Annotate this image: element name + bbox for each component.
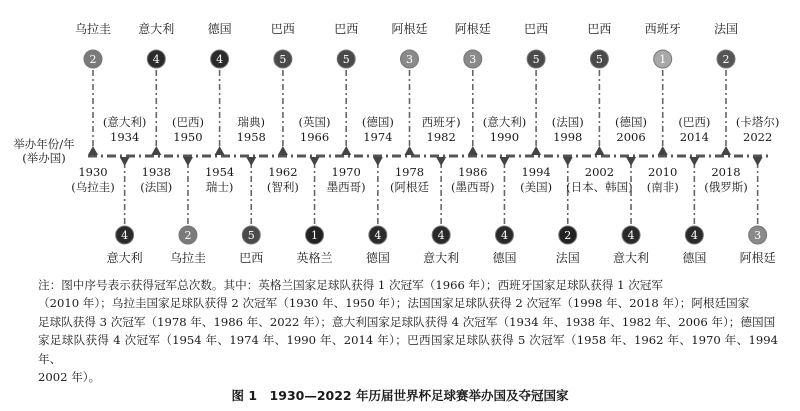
marker-up-icon: [468, 146, 478, 155]
edition-year: 1934: [110, 130, 140, 144]
edition-year: 1998: [553, 130, 583, 144]
marker-down-icon: [436, 157, 446, 166]
winner-name: 德国: [365, 251, 390, 265]
note-line: 足球队获得 3 次冠军（1978 年、1986 年、2022 年）；意大利国家足球队获得 4 次冠军（1934 年、1938 年、1982 年、2006 年）；德国国: [38, 314, 776, 329]
titles-count: 3: [406, 53, 413, 66]
edition-year: 2010: [648, 165, 678, 179]
winner-name: 乌拉圭: [169, 251, 206, 265]
note-line: 注：图中序号表示获得冠军总次数。其中：英格兰国家足球队获得 1 次冠军（1966 年）；西班牙国家足球队获得 1 次冠军: [38, 278, 663, 292]
marker-down-icon: [246, 157, 256, 166]
note-line: 家足球队获得 4 次冠军（1954 年、1974 年、1990 年、2014 年）；巴西国家足球队获得 5 次冠军（1958 年、1962 年、1970 年、1994 年、: [38, 333, 778, 366]
marker-down-icon: [753, 157, 763, 166]
marker-up-icon: [88, 146, 98, 155]
titles-count: 5: [247, 229, 255, 242]
note-line: （2010 年）；乌拉圭国家足球队获得 2 次冠军（1930 年、1950 年）；法国国家足球队获得 2 次冠军（1998 年、2018 年）；阿根廷国家: [38, 296, 750, 311]
axis-label-host: (举办国): [22, 151, 66, 165]
titles-count: 5: [342, 53, 350, 66]
titles-count: 1: [311, 229, 319, 242]
edition-year: 1982: [426, 130, 456, 144]
winner-name: 意大利: [423, 251, 460, 265]
edition-host: (智利): [266, 180, 299, 194]
titles-count: 4: [216, 53, 224, 66]
edition-host: (法国): [140, 180, 173, 194]
winner-name: 巴西: [239, 251, 264, 265]
winner-name: 阿根廷: [391, 22, 428, 36]
edition-host: (阿根廷: [390, 180, 429, 194]
edition-year: 1938: [141, 165, 171, 179]
titles-count: 4: [690, 229, 698, 242]
edition-host: (德国): [361, 115, 394, 129]
marker-down-icon: [310, 157, 320, 166]
winner-name: 意大利: [613, 251, 650, 265]
marker-up-icon: [151, 146, 161, 155]
edition-year: 1970: [331, 165, 361, 179]
note-line: 2002 年）。: [38, 370, 101, 385]
edition-year: 1978: [394, 165, 425, 179]
winner-name: 巴西: [270, 22, 295, 36]
winner-name: 法国: [555, 251, 580, 265]
edition-host: (巴西): [171, 115, 204, 129]
marker-down-icon: [626, 157, 636, 166]
winner-name: 意大利: [106, 251, 143, 265]
marker-up-icon: [658, 146, 668, 155]
edition-host: (南非): [646, 180, 679, 194]
marker-down-icon: [689, 157, 699, 166]
marker-up-icon: [594, 146, 604, 155]
edition-year: 1950: [173, 130, 203, 144]
winner-name: 意大利: [138, 22, 175, 36]
titles-count: 4: [500, 229, 508, 242]
titles-count: 5: [532, 53, 540, 66]
marker-up-icon: [278, 146, 288, 155]
edition-host: (巴西): [678, 115, 711, 129]
winner-name: 乌拉圭: [74, 22, 112, 36]
edition-year: 2006: [616, 130, 646, 144]
edition-year: 1966: [299, 130, 330, 144]
marker-down-icon: [499, 157, 509, 166]
edition-host: 西班牙): [421, 115, 461, 129]
marker-down-icon: [120, 157, 130, 166]
winner-name: 西班牙: [644, 22, 681, 36]
edition-host: 墨西哥): [326, 180, 366, 194]
titles-count: 3: [469, 53, 477, 66]
figure-caption: 图 1 1930—2022 年历届世界杯足球赛举办国及夺冠国家: [231, 388, 569, 403]
edition-host: (英国): [298, 115, 331, 129]
edition-host: 瑞士): [205, 180, 234, 194]
edition-year: 1930: [78, 165, 108, 179]
winner-name: 德国: [207, 22, 232, 36]
edition-host: (日本、韩国): [566, 180, 633, 194]
edition-host: (卡塔尔): [735, 115, 780, 129]
titles-count: 4: [627, 229, 635, 242]
titles-count: 5: [595, 53, 603, 66]
edition-year: 1994: [521, 165, 551, 179]
edition-year: 1958: [236, 130, 266, 144]
edition-year: 2022: [743, 130, 773, 144]
edition-host: 瑞典): [237, 115, 265, 129]
marker-up-icon: [215, 146, 225, 155]
marker-down-icon: [563, 157, 573, 166]
marker-down-icon: [183, 157, 193, 166]
marker-down-icon: [373, 157, 383, 166]
edition-host: (美国): [520, 180, 553, 194]
winner-name: 德国: [492, 251, 517, 265]
titles-count: 1: [659, 53, 667, 66]
titles-count: 3: [754, 229, 762, 242]
marker-up-icon: [721, 146, 731, 155]
winner-name: 德国: [682, 251, 707, 265]
edition-year: 1990: [489, 130, 520, 144]
marker-up-icon: [531, 146, 541, 155]
figure-note: [38, 276, 778, 386]
winner-name: 巴西: [587, 22, 612, 36]
titles-count: 2: [564, 229, 572, 242]
titles-count: 2: [722, 53, 730, 66]
titles-count: 2: [89, 53, 97, 66]
titles-count: 5: [279, 53, 287, 66]
marker-up-icon: [405, 146, 415, 155]
titles-count: 4: [152, 53, 160, 66]
edition-year: 2018: [711, 165, 741, 179]
winner-name: 英格兰: [296, 251, 333, 265]
edition-year: 1974: [363, 130, 393, 144]
edition-year: 2002: [584, 165, 615, 179]
edition-year: 1986: [458, 165, 488, 179]
edition-host: (墨西哥): [451, 180, 495, 194]
marker-up-icon: [341, 146, 351, 155]
winner-name: 法国: [713, 22, 739, 36]
edition-host: (法国): [551, 115, 584, 129]
titles-count: 2: [184, 229, 192, 242]
edition-year: 1962: [268, 165, 298, 179]
titles-count: 4: [437, 229, 445, 242]
winner-name: 阿根廷: [739, 251, 776, 265]
winner-name: 巴西: [334, 22, 359, 36]
edition-host: (德国): [615, 115, 648, 129]
edition-host: (意大利): [102, 115, 147, 129]
edition-year: 2014: [679, 130, 709, 144]
winner-name: 阿根廷: [454, 22, 491, 36]
edition-host: (意大利): [482, 115, 527, 129]
axis-label-year: 举办年份/年: [13, 137, 75, 151]
winner-name: 巴西: [524, 22, 549, 36]
titles-count: 4: [374, 229, 382, 242]
edition-host: (乌拉圭): [71, 180, 115, 194]
titles-count: 4: [121, 229, 129, 242]
edition-host: (俄罗斯): [704, 180, 748, 194]
edition-year: 1954: [204, 165, 235, 179]
